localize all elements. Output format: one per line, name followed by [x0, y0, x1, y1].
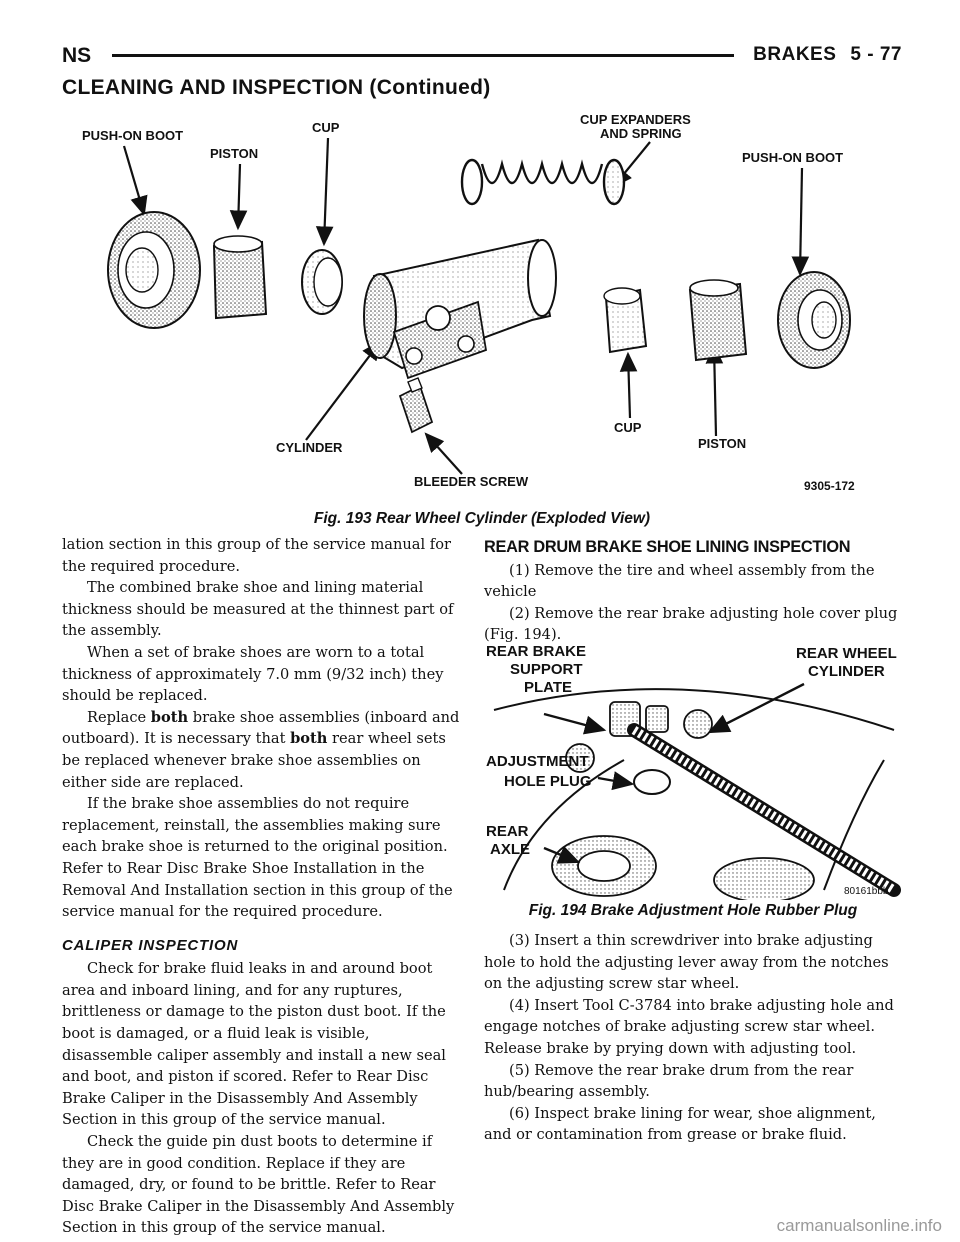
caliper-inspection-heading: CALIPER INSPECTION: [62, 936, 239, 954]
text-run: Replace: [87, 708, 151, 726]
label-adjustment: ADJUSTMENT: [486, 753, 589, 770]
label-piston-right: PISTON: [698, 436, 747, 451]
figure-194-brake-adjustment: [484, 640, 902, 900]
step-5: (5) Remove the rear brake drum from the rear hub/bearing assembly.: [484, 1061, 854, 1101]
paragraph: Check for brake fluid leaks in and around boot area and inboard lining, and for any ruptures, brittleness or damage to the piston dust boot. If the boot is damaged, or a fluid leak is visible, disassemble caliper assembly and install a new seal and boot, and piston if scored. Refer to Rear Disc Brake Caliper in the Disassembly And Assembly Section in this group of the service manual.: [62, 960, 446, 1129]
label-rear-brake: REAR BRAKE: [486, 643, 587, 660]
right-column-top: [484, 534, 902, 646]
label-bleeder-screw: BLEEDER SCREW: [414, 474, 529, 489]
header-right: [739, 44, 902, 66]
label-cup-expanders: CUP EXPANDERS: [580, 112, 691, 127]
label-and-spring: AND SPRING: [600, 126, 682, 141]
emphasis-both: both: [290, 730, 328, 748]
label-plate: PLATE: [524, 679, 573, 696]
label-cylinder: CYLINDER: [276, 440, 343, 455]
label-support: SUPPORT: [510, 661, 583, 678]
bleeder-screw-part: [400, 378, 432, 432]
label-rear: REAR: [486, 823, 529, 840]
watermark: carmanualsonline.info: [776, 1216, 942, 1235]
paragraph: If the brake shoe assemblies do not require replacement, reinstall, the assemblies making sure each brake shoe is returned to the original position. Refer to Rear Disc Brake Shoe Installation in the Removal And Installation section in this group of the service manual for the required procedure.: [62, 795, 453, 921]
right-column-bottom: [484, 930, 902, 1146]
figure-194-caption: Fig. 194 Brake Adjustment Hole Rubber Plug: [528, 902, 858, 919]
label-rear-wheel: REAR WHEEL: [796, 645, 897, 662]
label-piston-left: PISTON: [210, 146, 259, 161]
header-section: BRAKES: [753, 44, 837, 65]
section-title: CLEANING AND INSPECTION (Continued): [62, 76, 491, 99]
cylinder-body: [364, 240, 556, 378]
label-cup-left: CUP: [312, 120, 340, 135]
label-push-on-boot-left: PUSH-ON BOOT: [82, 128, 184, 143]
text-run: brake shoe assemblies (inboard and outboard). It is necessary that: [62, 708, 460, 748]
label-hole-plug: HOLE PLUG: [504, 773, 592, 790]
left-column: [62, 534, 464, 1239]
label-cup-right: CUP: [614, 420, 642, 435]
paragraph: [62, 707, 464, 793]
emphasis-both: both: [150, 708, 189, 726]
paragraph: lation section in this group of the service manual for the required procedure.: [62, 536, 451, 575]
paragraph: When a set of brake shoes are worn to a total thickness of approximately 7.0 mm (9/32 inch) they should be replaced.: [62, 643, 444, 705]
figure-193-caption: Fig. 193 Rear Wheel Cylinder (Exploded View): [313, 510, 651, 527]
label-figure-code: 9305-172: [804, 479, 855, 493]
cup-right-part: [604, 288, 646, 352]
piston-right-part: [690, 280, 746, 360]
cup-left-part: [302, 250, 342, 314]
header-rule: [112, 54, 734, 57]
push-on-boot-right-part: [778, 272, 850, 368]
text-run: rear wheel sets be replaced whenever brake shoe assemblies on either side are replaced.: [62, 730, 446, 791]
paragraph: Check the guide pin dust boots to determine if they are in good condition. Replace if they are damaged, dry, or found to be brittle. Refer to Rear Disc Brake Caliper in the Disassembly And Assembly Section in this group of the service manual.: [62, 1133, 455, 1237]
label-cylinder: CYLINDER: [808, 663, 885, 680]
step-6: (6) Inspect brake lining for wear, shoe alignment, and or contamination from grease or brake fluid.: [484, 1104, 876, 1144]
label-axle: AXLE: [490, 841, 531, 858]
label-push-on-boot-right: PUSH-ON BOOT: [742, 150, 844, 165]
step-1: (1) Remove the tire and wheel assembly from the vehicle: [484, 561, 875, 601]
step-3: (3) Insert a thin screwdriver into brake adjusting hole to hold the adjusting lever away from the notches on the adjusting screw star wheel.: [484, 932, 889, 993]
adjustment-hole-plug-part: [634, 770, 670, 794]
push-on-boot-left-part: [108, 212, 200, 328]
figure-193-exploded-view: [62, 106, 902, 506]
cup-expander-spring: [462, 160, 624, 204]
header-page-number: 5 - 77: [850, 44, 902, 65]
step-2: (2) Remove the rear brake adjusting hole cover plug (Fig. 194).: [484, 604, 898, 644]
piston-left-part: [214, 236, 266, 318]
paragraph: The combined brake shoe and lining material thickness should be measured at the thinnest part of the assembly.: [62, 579, 454, 640]
page-header: [62, 42, 902, 72]
step-4: (4) Insert Tool C-3784 into brake adjusting hole and engage notches of brake adjusting screw star wheel. Release brake by prying down with adjusting tool.: [484, 996, 894, 1057]
label-figure-code: 80161bbb: [844, 886, 889, 897]
rear-drum-brake-heading: REAR DRUM BRAKE SHOE LINING INSPECTION: [484, 537, 851, 556]
header-code: NS: [62, 44, 92, 67]
